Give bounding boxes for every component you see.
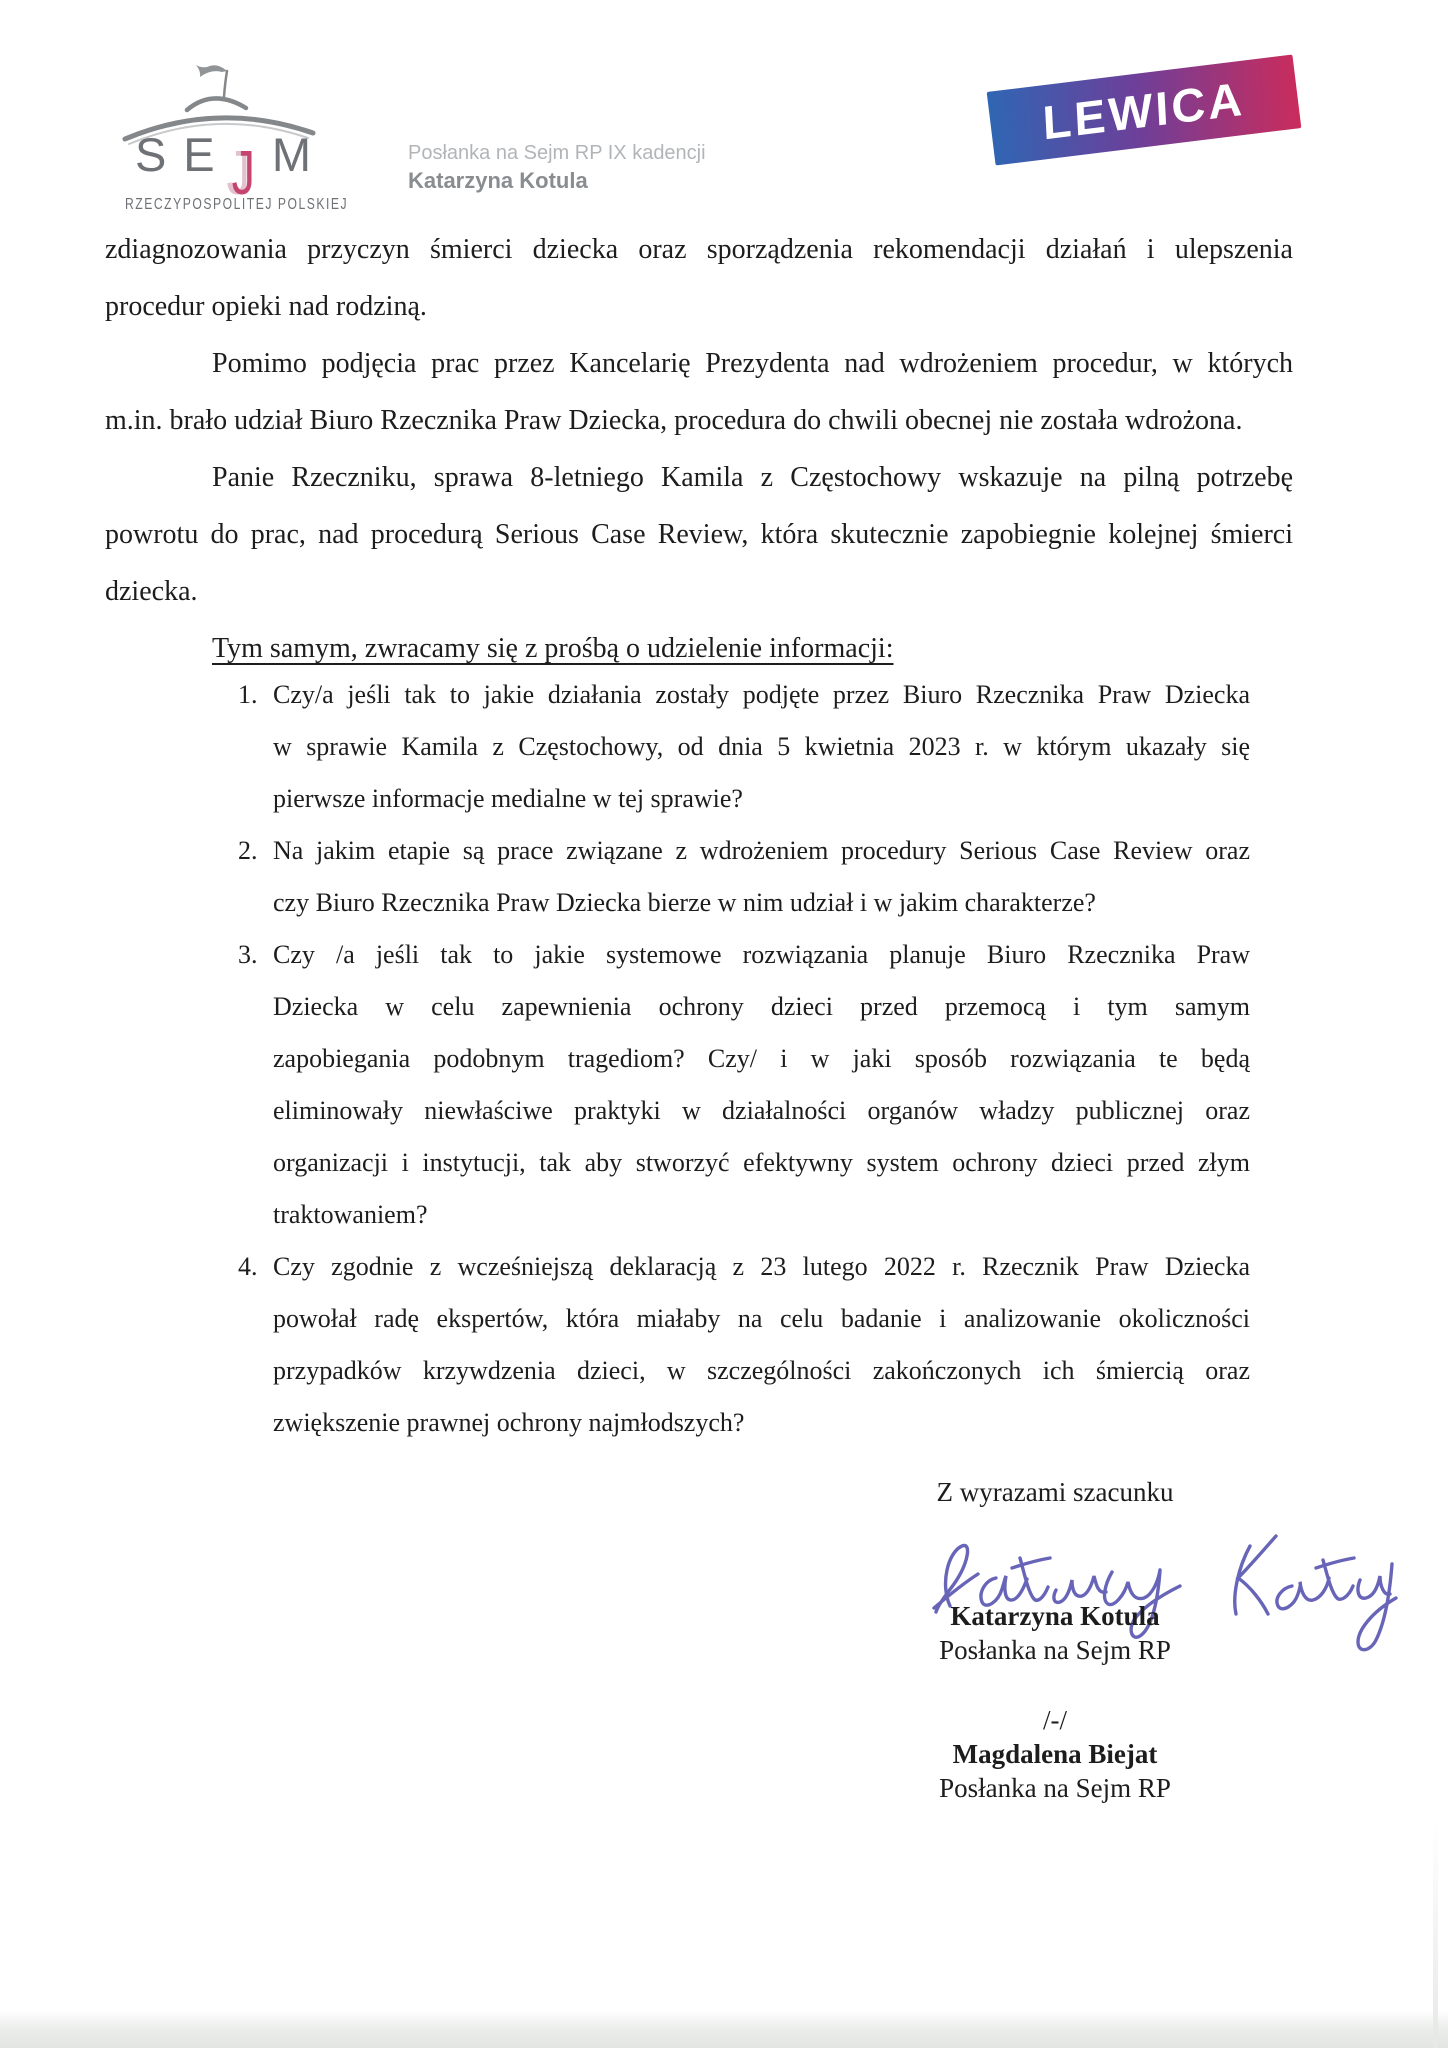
signature-block — [870, 1599, 1240, 1805]
scan-edge-shadow — [0, 2010, 1448, 2048]
request-intro-text: Tym samym, zwracamy się z prośbą o udzielenie informacji: — [212, 633, 894, 664]
deputy-header — [408, 140, 706, 195]
text-line: Czy /a jeśli tak to jakie systemowe rozwiązania planuje Biuro Rzecznika Praw — [273, 940, 1250, 969]
question-list — [105, 669, 1250, 1449]
text-line: eliminowały niewłaściwe praktyki w działalności organów władzy publicznej oraz — [273, 1096, 1250, 1125]
text-line: Dziecka w celu zapewnienia ochrony dzieci przed przemocą i tym samym — [273, 992, 1250, 1021]
text-line: zwiększenie prawnej ochrony najmłodszych? — [273, 1408, 745, 1437]
signatory-name: Katarzyna Kotula — [950, 1601, 1160, 1631]
list-item — [105, 1241, 1250, 1449]
text-line: Panie Rzeczniku, sprawa 8-letniego Kamila z Częstochowy wskazuje na pilną potrzebę — [212, 462, 1293, 493]
list-number: 4. — [238, 1252, 258, 1281]
signatory-name: Magdalena Biejat — [952, 1739, 1158, 1769]
lewica-logo — [987, 55, 1302, 166]
text-line: zdiagnozowania przyczyn śmierci dziecka oraz sporządzenia rekomendacji działań i ulepszenia — [105, 234, 1293, 265]
text-line: procedur opieki nad rodziną. — [105, 291, 427, 322]
list-number: 3. — [238, 940, 258, 969]
salutation: Z wyrazami szacunku — [936, 1477, 1174, 1507]
sejm-letter: M — [271, 128, 311, 181]
text-line: Czy zgodnie z wcześniejszą deklaracją z 23 lutego 2022 r. Rzecznik Praw Dziecka — [273, 1252, 1250, 1281]
text-line: czy Biuro Rzecznika Praw Dziecka bierze w nim udział i w jakim charakterze? — [273, 888, 1096, 917]
text-line: Na jakim etapie są prace związane z wdrożeniem procedury Serious Case Review oraz — [273, 836, 1250, 865]
paragraph — [105, 449, 1293, 620]
list-item — [105, 669, 1250, 825]
sejm-subtitle: RZECZYPOSPOLITEJ POLSKIEJ — [125, 196, 349, 213]
list-item — [105, 929, 1250, 1241]
sejm-letter: S — [135, 128, 167, 181]
text-line: traktowaniem? — [273, 1200, 428, 1229]
paragraph — [105, 335, 1293, 449]
text-line: organizacji i instytucji, tak aby stworzyć efektywny system ochrony dzieci przed złym — [273, 1148, 1250, 1177]
sejm-letter: E — [183, 128, 215, 181]
scan-edge-shadow — [1433, 1820, 1438, 2048]
text-line: powołał radę ekspertów, która miałaby na celu badanie i analizowanie okoliczności — [273, 1304, 1250, 1333]
text-line: dziecka. — [105, 576, 198, 607]
text-line: powrotu do prac, nad procedurą Serious Case Review, która skutecznie zapobiegnie kolejnej śmierci — [105, 519, 1293, 550]
paragraph — [105, 221, 1293, 335]
lewica-wordmark: LEWICA — [1041, 71, 1247, 149]
text-line: przypadków krzywdzenia dzieci, w szczególności zakończonych ich śmiercią oraz — [273, 1356, 1250, 1385]
text-line: Pomimo podjęcia prac przez Kancelarię Prezydenta nad wdrożeniem procedur, w których — [212, 348, 1293, 379]
signed-mark: /-/ — [1043, 1705, 1067, 1735]
sejm-logo — [95, 55, 349, 230]
text-line: pierwsze informacje medialne w tej sprawie? — [273, 784, 743, 813]
text-line: Czy/a jeśli tak to jakie działania zostały podjęte przez Biuro Rzecznika Praw Dziecka — [273, 680, 1250, 709]
text-line: zapobiegania podobnym tragediom? Czy/ i w jaki sposób rozwiązania te będą — [273, 1044, 1250, 1073]
list-item — [105, 825, 1250, 929]
deputy-name: Katarzyna Kotula — [408, 168, 588, 193]
text-line: m.in. brało udział Biuro Rzecznika Praw Dziecka, procedura do chwili obecnej nie została wdrożona. — [105, 405, 1243, 436]
sejm-letter-j: J — [231, 137, 255, 208]
list-number: 2. — [238, 836, 258, 865]
text-line: w sprawie Kamila z Częstochowy, od dnia 5 kwietnia 2023 r. w którym ukazały się — [273, 732, 1250, 761]
signatory-role: Posłanka na Sejm RP — [939, 1773, 1171, 1803]
signatory-role: Posłanka na Sejm RP — [939, 1635, 1171, 1665]
deputy-office-line: Posłanka na Sejm RP IX kadencji — [408, 142, 706, 164]
list-number: 1. — [238, 680, 258, 709]
